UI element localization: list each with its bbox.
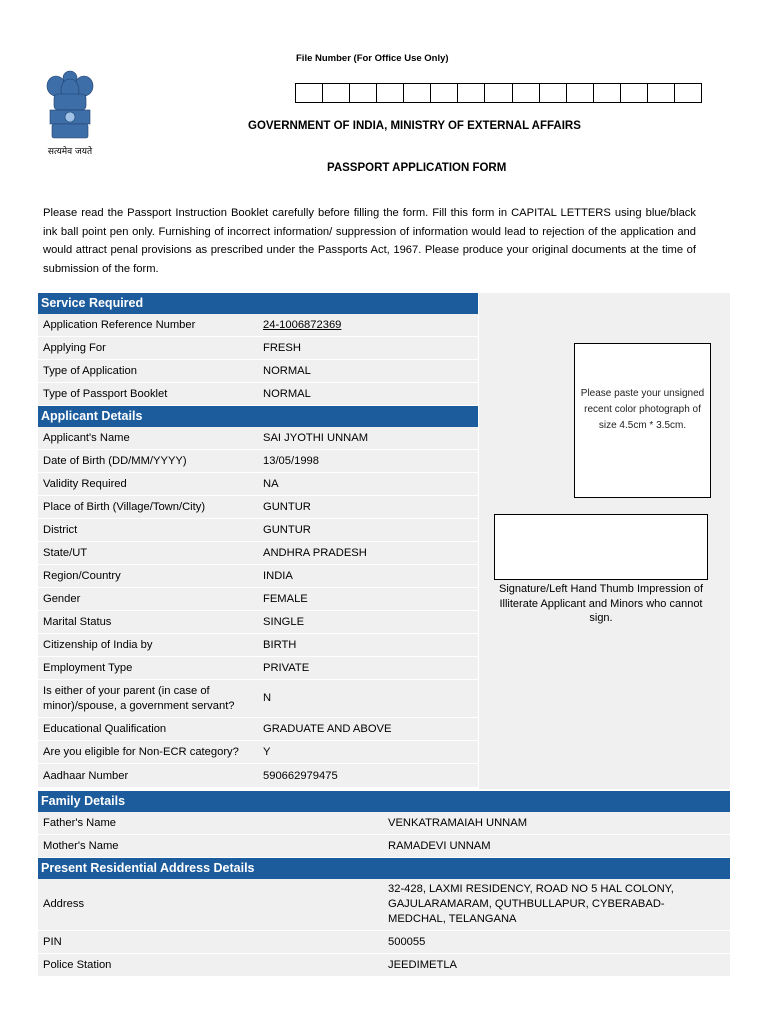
table-row: Father's Name VENKATRAMAIAH UNNAM [38,812,730,835]
photo-signature-panel [479,293,730,789]
left-column [38,293,478,788]
table-row: Application Reference Number 24-1006872369 [38,314,478,337]
photo-instructions: Please paste your unsigned recent color photograph of size 4.5cm * 3.5cm. [580,388,705,431]
table-row: Validity Required NA [38,473,478,496]
address-details-header: Present Residential Address Details [38,858,730,879]
family-details-header: Family Details [38,791,730,812]
table-row: Educational Qualification GRADUATE AND ABOVE [38,718,478,741]
reference-number: 24-1006872369 [263,319,342,331]
table-row: Applying For FRESH [38,337,478,360]
table-row: Employment Type PRIVATE [38,657,478,680]
file-number-label: File Number (For Office Use Only) [296,53,449,64]
photo-box [574,343,711,498]
table-row: Marital Status SINGLE [38,611,478,634]
table-row: Type of Passport Booklet NORMAL [38,383,478,406]
signature-caption: Signature/Left Hand Thumb Impression of Illiterate Applicant and Minors who cannot sign. [498,583,704,624]
table-row: Aadhaar Number 590662979475 [38,764,478,788]
applicant-details-header: Applicant Details [38,406,478,427]
table-row: Address 32-428, LAXMI RESIDENCY, ROAD NO 5 HAL COLONY, GAJULARAMARAM, QUTHBULLAPUR, CYBERABAD-MEDCHAL, TELANGANA [38,879,730,931]
table-row: Place of Birth (Village/Town/City) GUNTUR [38,496,478,519]
table-row: PIN 500055 [38,931,730,954]
svg-text:सत्यमेव जयते: सत्यमेव जयते [47,147,93,157]
table-row: Is either of your parent (in case of minor)/spouse, a government servant? N [38,680,478,718]
family-section [38,791,730,977]
table-row: District GUNTUR [38,519,478,542]
table-row: State/UT ANDHRA PRADESH [38,542,478,565]
government-title: GOVERNMENT OF INDIA, MINISTRY OF EXTERNAL AFFAIRS [248,120,581,132]
table-row: Type of Application NORMAL [38,360,478,383]
table-row: Mother's Name RAMADEVI UNNAM [38,835,730,858]
table-row: Region/Country INDIA [38,565,478,588]
form-title: PASSPORT APPLICATION FORM [327,162,507,174]
table-row: Are you eligible for Non-ECR category? Y [38,741,478,764]
table-row: Citizenship of India by BIRTH [38,634,478,657]
table-row: Gender FEMALE [38,588,478,611]
table-row: Applicant's Name SAI JYOTHI UNNAM [38,427,478,450]
instructions-paragraph: Please read the Passport Instruction Booklet carefully before filling the form. Fill this form in CAPITAL LETTERS using blue/black ink ball point pen only. Furnishing of incorrect information/ suppression of information would lead to rejection of the application and would attract penal provisions as prescribed under the Passports Act, 1967. Please produce your original documents at the time of submission of the form. [43,207,696,275]
ashoka-emblem-icon [40,64,100,160]
file-number-boxes[interactable] [295,83,702,103]
service-required-header: Service Required [38,293,478,314]
table-row: Police Station JEEDIMETLA [38,954,730,977]
table-row: Date of Birth (DD/MM/YYYY) 13/05/1998 [38,450,478,473]
signature-box [494,514,708,580]
